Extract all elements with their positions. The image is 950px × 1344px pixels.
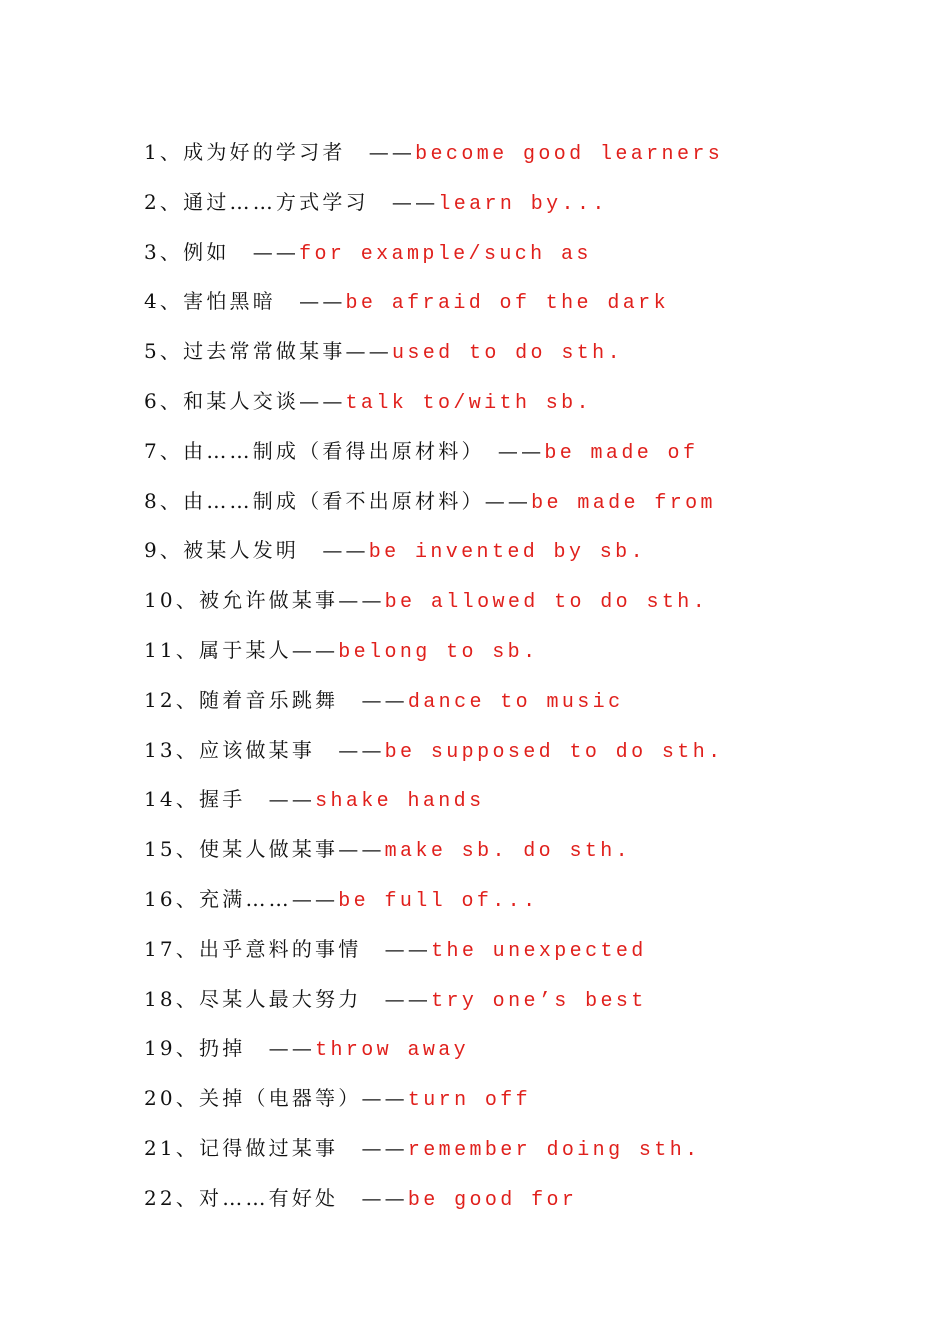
english-phrase: be afraid of the dark xyxy=(345,292,669,316)
list-item xyxy=(144,331,904,381)
english-phrase: be invented by sb. xyxy=(368,541,646,565)
english-phrase: be good for xyxy=(407,1188,578,1212)
chinese-meaning: 9、被某人发明 —— xyxy=(144,538,369,563)
list-item xyxy=(144,1178,904,1228)
list-item xyxy=(144,132,904,182)
list-item xyxy=(144,779,904,829)
english-phrase: be made of xyxy=(544,441,699,465)
list-item xyxy=(144,481,904,531)
english-phrase: remember doing sth. xyxy=(407,1138,701,1162)
english-phrase: used to do sth. xyxy=(391,342,623,366)
list-item xyxy=(144,929,904,979)
list-item xyxy=(144,381,904,431)
chinese-meaning: 10、被允许做某事—— xyxy=(144,588,385,613)
chinese-meaning: 7、由……制成（看得出原材料） —— xyxy=(144,438,545,463)
list-item xyxy=(144,1028,904,1078)
english-phrase: dance to music xyxy=(407,690,624,714)
chinese-meaning: 22、对……有好处 —— xyxy=(144,1185,408,1210)
list-item xyxy=(144,979,904,1029)
chinese-meaning: 11、属于某人—— xyxy=(144,637,339,662)
english-phrase: talk to/with sb. xyxy=(345,391,592,415)
chinese-meaning: 5、过去常常做某事—— xyxy=(144,339,392,364)
english-phrase: learn by... xyxy=(438,192,608,216)
chinese-meaning: 8、由……制成（看不出原材料）—— xyxy=(144,488,532,513)
phrase-list xyxy=(144,132,904,1228)
english-phrase: be made from xyxy=(531,491,716,515)
list-item xyxy=(144,1078,904,1128)
list-item xyxy=(144,232,904,282)
english-phrase: shake hands xyxy=(315,790,485,814)
list-item xyxy=(144,680,904,730)
english-phrase: the unexpected xyxy=(431,939,647,963)
list-item xyxy=(144,530,904,580)
chinese-meaning: 20、关掉（电器等）—— xyxy=(144,1086,408,1111)
chinese-meaning: 6、和某人交谈—— xyxy=(144,388,346,413)
chinese-meaning: 4、害怕黑暗 —— xyxy=(144,289,346,314)
english-phrase: be full of... xyxy=(338,889,539,913)
chinese-meaning: 13、应该做某事 —— xyxy=(144,737,385,762)
chinese-meaning: 1、成为好的学习者 —— xyxy=(144,140,416,164)
chinese-meaning: 18、尽某人最大努力 —— xyxy=(144,986,432,1011)
list-item xyxy=(144,580,904,630)
list-item xyxy=(144,879,904,929)
english-phrase: be supposed to do sth. xyxy=(384,740,724,764)
chinese-meaning: 2、通过……方式学习 —— xyxy=(144,189,439,214)
english-phrase: for example/such as xyxy=(299,242,592,266)
chinese-meaning: 16、充满……—— xyxy=(144,886,339,911)
list-item xyxy=(144,281,904,331)
english-phrase: turn off xyxy=(407,1089,532,1113)
chinese-meaning: 3、例如 —— xyxy=(144,239,300,264)
chinese-meaning: 19、扔掉 —— xyxy=(144,1036,316,1061)
english-phrase: make sb. do sth. xyxy=(384,840,632,864)
chinese-meaning: 21、记得做过某事 —— xyxy=(144,1135,408,1160)
list-item xyxy=(144,730,904,780)
list-item xyxy=(144,1128,904,1178)
list-item xyxy=(144,182,904,232)
english-phrase: try one’s best xyxy=(431,989,647,1013)
list-item xyxy=(144,630,904,680)
chinese-meaning: 17、出乎意料的事情 —— xyxy=(144,936,432,961)
list-item xyxy=(144,431,904,481)
english-phrase: throw away xyxy=(315,1039,470,1063)
english-phrase: belong to sb. xyxy=(338,640,539,664)
chinese-meaning: 12、随着音乐跳舞 —— xyxy=(144,687,408,712)
english-phrase: become good learners xyxy=(415,143,724,166)
english-phrase: be allowed to do sth. xyxy=(384,591,709,615)
list-item xyxy=(144,829,904,879)
chinese-meaning: 15、使某人做某事—— xyxy=(144,837,385,862)
chinese-meaning: 14、握手 —— xyxy=(144,787,316,812)
